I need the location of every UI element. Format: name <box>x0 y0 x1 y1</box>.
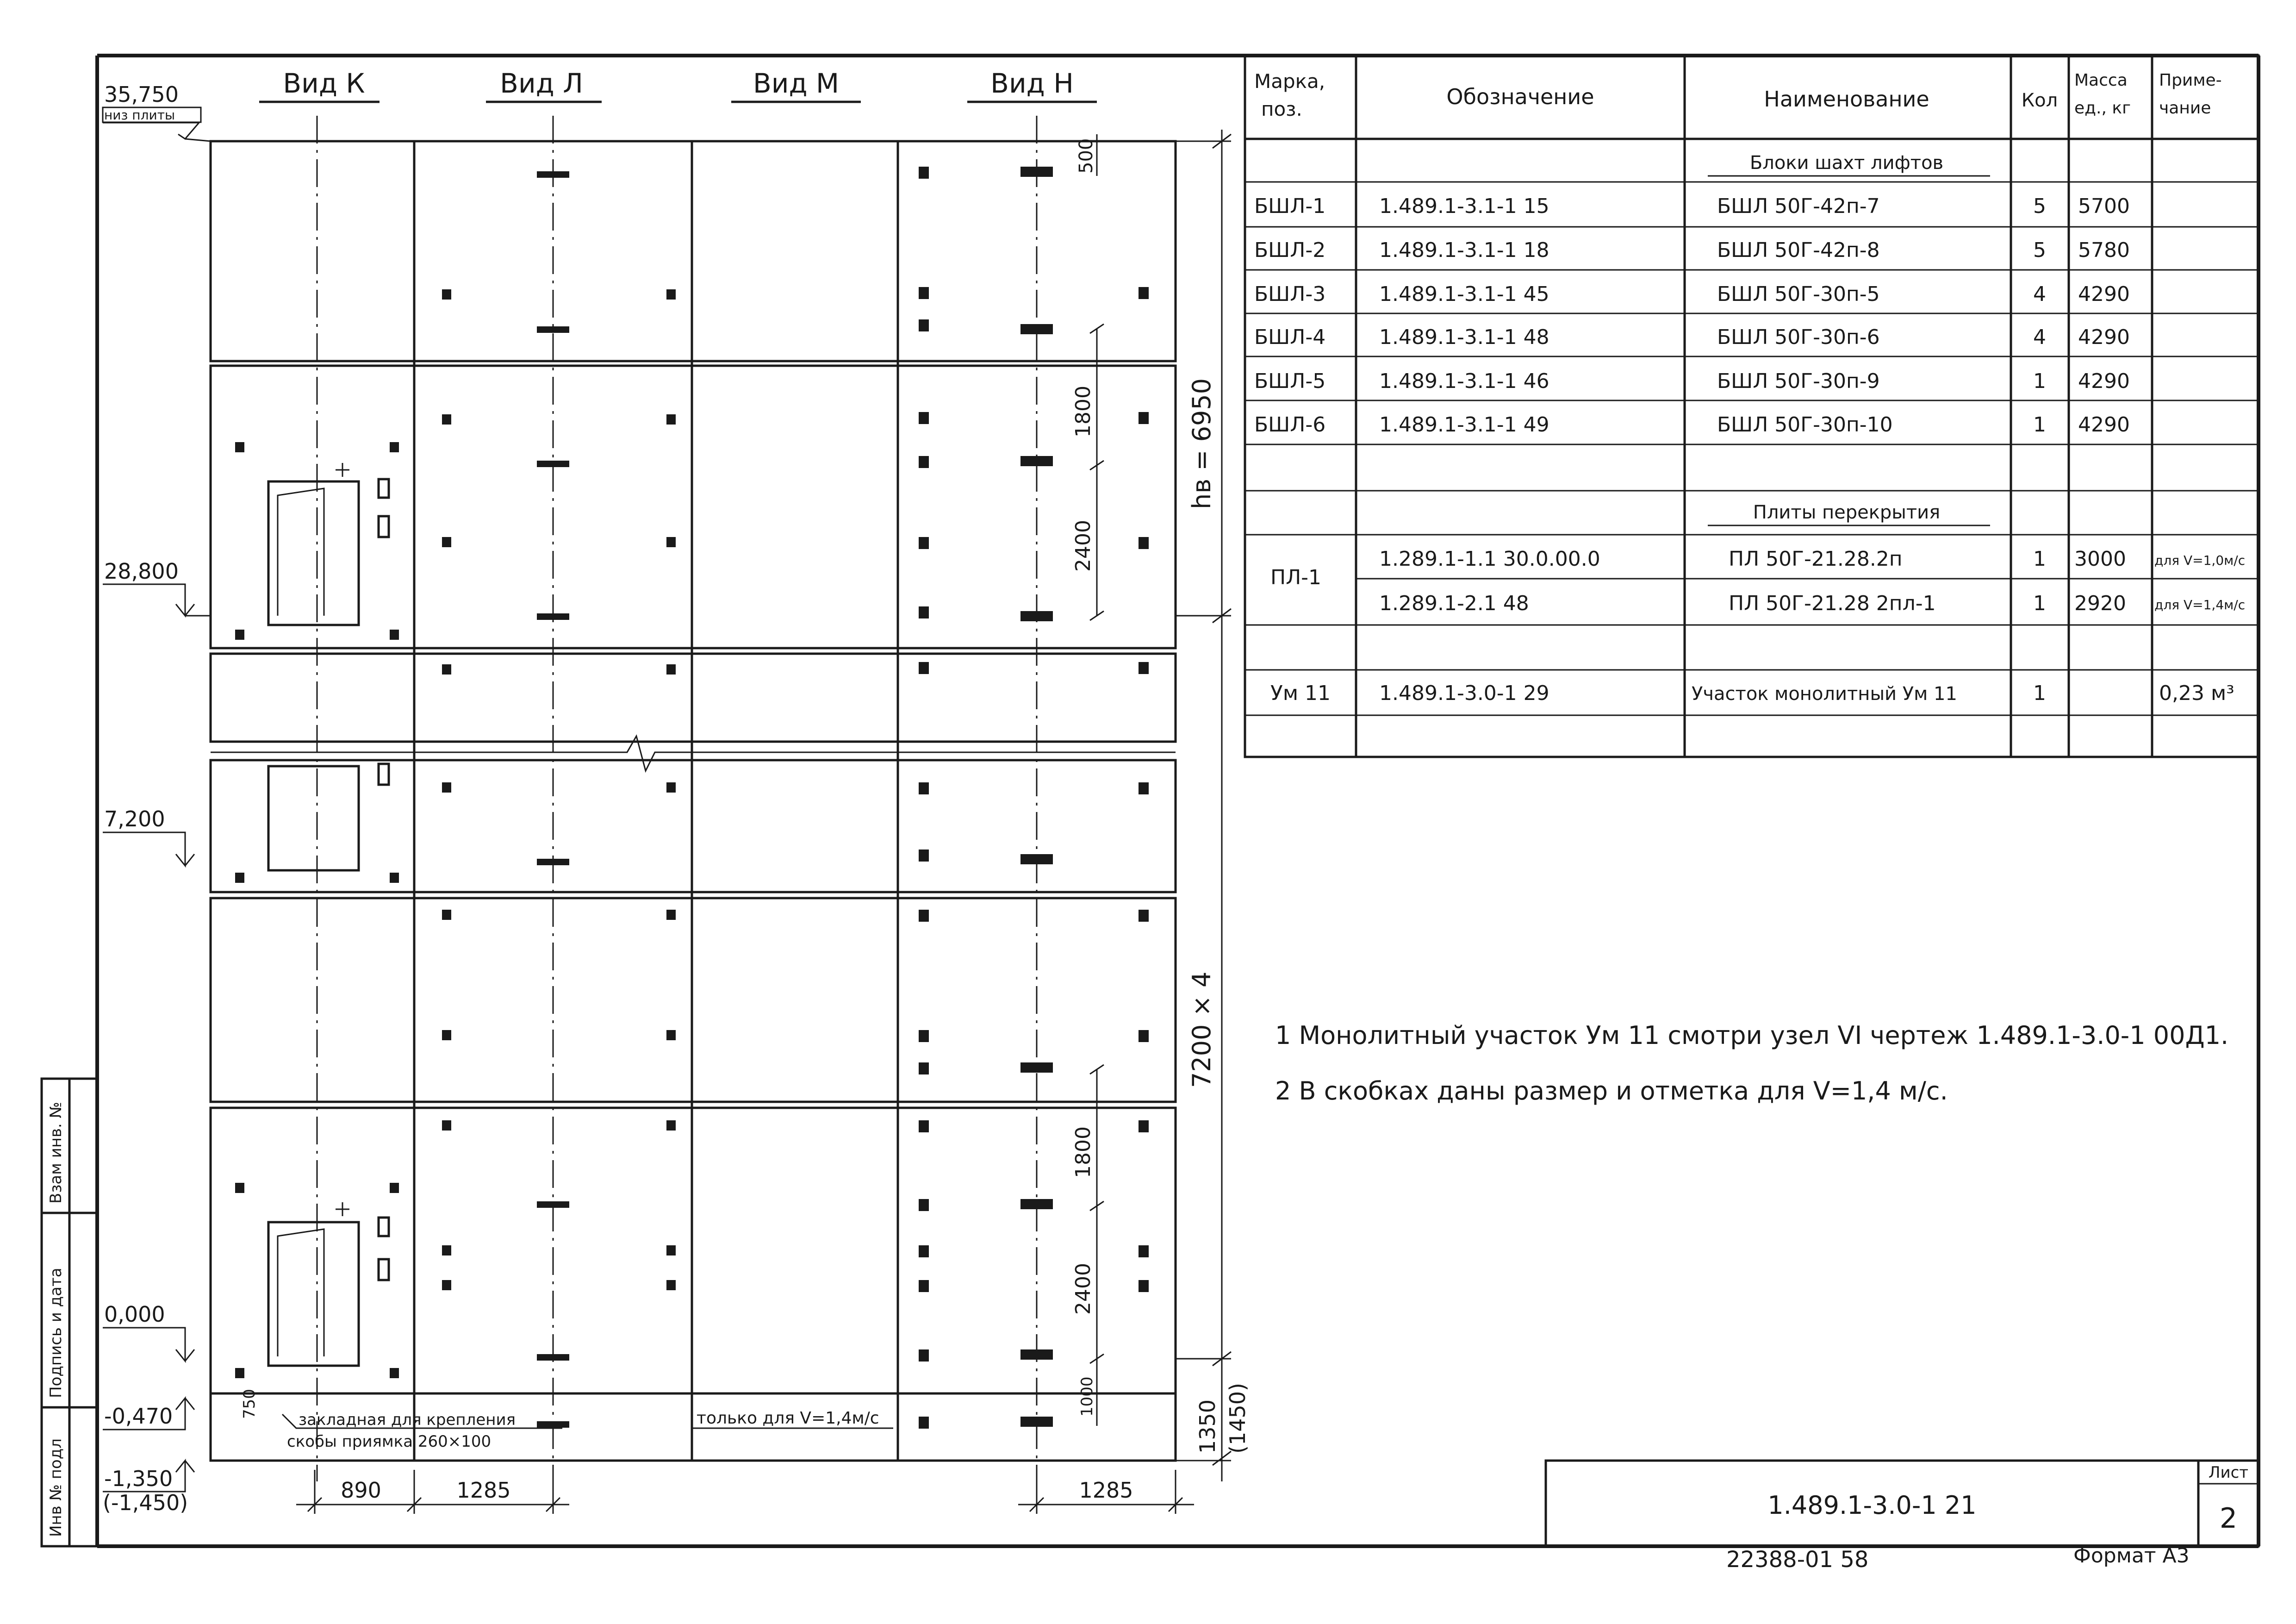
view-k-label: Вид К <box>283 68 365 99</box>
level-0000: 0,000 <box>104 1302 165 1327</box>
dim-hb-6950: hв = 6950 <box>1187 378 1216 509</box>
cell-designation: 1.489.1-3.1-1 45 <box>1379 282 1549 306</box>
cell-mark: БШЛ-3 <box>1254 282 1326 306</box>
hdr-mark: Марка, поз. <box>1254 70 1325 120</box>
only-v14-note: только для V=1,4м/с <box>697 1409 879 1428</box>
cell-designation: 1.489.1-3.1-1 18 <box>1379 238 1549 262</box>
cell-designation: 1.489.1-3.0-1 29 <box>1379 681 1549 705</box>
cell-designation: 1.289.1-1.1 30.0.00.0 <box>1379 547 1600 571</box>
dim-1350: 1350 <box>1195 1399 1220 1454</box>
cell-name: БШЛ 50Г-42п-8 <box>1717 238 1880 262</box>
pit-annotations <box>282 1409 893 1451</box>
dimensions <box>240 130 1250 1514</box>
cell-designation: 1.289.1-2.1 48 <box>1379 592 1529 615</box>
spec-table <box>1245 56 2259 757</box>
cell-name: БШЛ 50Г-30п-6 <box>1717 325 1880 349</box>
cell-mark: БШЛ-1 <box>1254 194 1326 218</box>
inventory-number: 22388-01 58 <box>1726 1547 1869 1573</box>
notes <box>1275 1021 2228 1106</box>
cell-mark: Ум 11 <box>1270 681 1331 705</box>
cell-note: 0,23 м³ <box>2159 681 2234 705</box>
level-minus-0470: -0,470 <box>104 1404 173 1429</box>
cell-qty: 1 <box>2033 592 2046 615</box>
dim-890: 890 <box>341 1478 381 1503</box>
cell-qty: 5 <box>2033 194 2046 218</box>
dim-1450: (1450) <box>1225 1383 1250 1454</box>
cell-mass: 3000 <box>2074 547 2126 571</box>
hdr-mass: Масса ед., кг <box>2074 71 2131 118</box>
cell-note: для V=1,4м/с <box>2154 597 2246 612</box>
dim-2400-upper: 2400 <box>1071 520 1095 572</box>
cell-designation: 1.489.1-3.1-1 49 <box>1379 413 1549 437</box>
dim-7200x4: 7200 × 4 <box>1187 971 1216 1088</box>
embed-note-1: закладная для крепления <box>299 1411 516 1429</box>
table-row <box>1379 592 2245 615</box>
level-35750: 35,750 <box>104 82 179 107</box>
cell-name: БШЛ 50Г-30п-10 <box>1717 413 1893 437</box>
dim-750: 750 <box>240 1389 259 1419</box>
cell-qty: 4 <box>2033 282 2046 306</box>
cell-mass: 4290 <box>2078 413 2130 437</box>
hdr-qty: Кол <box>2021 90 2058 111</box>
cell-mass: 5780 <box>2078 238 2130 262</box>
table-row <box>1254 238 2130 262</box>
cell-qty: 4 <box>2033 325 2046 349</box>
drawing-code: 1.489.1-3.0-1 21 <box>1767 1491 1977 1520</box>
cell-qty: 1 <box>2033 681 2046 705</box>
table-row <box>1254 325 2130 349</box>
cell-qty: 5 <box>2033 238 2046 262</box>
cell-name: ПЛ 50Г-21.28.2п <box>1729 547 1903 571</box>
cell-mark: БШЛ-4 <box>1254 325 1326 349</box>
dim-1285-left: 1285 <box>456 1478 511 1503</box>
view-m-label: Вид М <box>753 68 840 99</box>
cell-mark: БШЛ-6 <box>1254 413 1326 437</box>
title-block <box>1546 1461 2259 1546</box>
dim-2400-lower: 2400 <box>1071 1263 1095 1315</box>
hdr-designation: Обозначение <box>1446 84 1594 109</box>
dim-500: 500 <box>1076 138 1097 174</box>
cell-mass: 4290 <box>2078 325 2130 349</box>
view-n-label: Вид Н <box>990 68 1074 99</box>
shaft-blocks <box>211 116 1176 1481</box>
stamp-sign-date: Подпись и дата <box>47 1268 65 1398</box>
dim-1800-upper: 1800 <box>1071 386 1095 437</box>
format-label: Формат А3 <box>2073 1544 2190 1568</box>
cell-mass: 4290 <box>2078 369 2130 393</box>
section-slabs: Плиты перекрытия <box>1753 502 1941 523</box>
dim-1000: 1000 <box>1078 1376 1096 1417</box>
cell-designation: 1.489.1-3.1-1 46 <box>1379 369 1549 393</box>
cell-qty: 1 <box>2033 547 2046 571</box>
note-2: 2 В скобках даны размер и отметка для V=1,4 м/с. <box>1275 1076 1948 1106</box>
cell-mass: 2920 <box>2074 592 2126 615</box>
level-7200: 7,200 <box>104 806 165 831</box>
sheet-label: Лист <box>2208 1463 2249 1482</box>
level-top-note: низ плиты <box>104 107 175 123</box>
stamp-vzam: Взам инв. № <box>47 1101 65 1204</box>
embed-note-2: скобы приямка 260×100 <box>287 1432 492 1451</box>
sheet-frame <box>97 56 2259 1546</box>
sheet-number: 2 <box>2219 1502 2238 1535</box>
level-marks <box>103 82 211 1515</box>
door-openings <box>268 463 389 1366</box>
section-blocks: Блоки шахт лифтов <box>1749 152 1944 174</box>
cell-mark: БШЛ-2 <box>1254 238 1326 262</box>
cell-mark-pl1: ПЛ-1 <box>1270 566 1322 589</box>
cell-qty: 1 <box>2033 413 2046 437</box>
cell-name: БШЛ 50Г-30п-5 <box>1717 282 1880 306</box>
bottom-labels <box>1726 1544 2190 1573</box>
table-row <box>1270 681 2234 705</box>
table-row <box>1254 282 2130 306</box>
cell-qty: 1 <box>2033 369 2046 393</box>
table-row <box>1254 369 2130 393</box>
level-28800: 28,800 <box>104 559 179 584</box>
cell-designation: 1.489.1-3.1-1 48 <box>1379 325 1549 349</box>
cell-designation: 1.489.1-3.1-1 15 <box>1379 194 1549 218</box>
table-row <box>1254 413 2130 437</box>
cell-name: БШЛ 50Г-30п-9 <box>1717 369 1880 393</box>
view-headers <box>259 68 1097 102</box>
level-minus-1350: -1,350 <box>104 1466 173 1491</box>
table-row <box>1254 194 2130 218</box>
cell-name: ПЛ 50Г-21.28 2пл-1 <box>1729 592 1936 615</box>
cell-name: БШЛ 50Г-42п-7 <box>1717 194 1880 218</box>
cell-mass: 5700 <box>2078 194 2130 218</box>
level-minus-1450: (-1,450) <box>103 1490 188 1515</box>
cell-name: Участок монолитный Ум 11 <box>1692 683 1957 705</box>
cell-mark: БШЛ-5 <box>1254 369 1326 393</box>
hdr-name: Наименование <box>1764 87 1929 112</box>
hdr-note: Приме- чание <box>2159 71 2222 118</box>
dim-1800-lower: 1800 <box>1071 1126 1095 1178</box>
cell-note: для V=1,0м/с <box>2154 553 2246 568</box>
stamp-inv-podl: Инв № подл <box>47 1438 65 1537</box>
view-l-label: Вид Л <box>500 68 583 99</box>
cell-mass: 4290 <box>2078 282 2130 306</box>
side-stamp <box>42 1079 97 1546</box>
dim-1285-right: 1285 <box>1079 1478 1133 1503</box>
note-1: 1 Монолитный участок Ум 11 смотри узел VI чертеж 1.489.1-3.0-1 00Д1. <box>1275 1021 2229 1050</box>
table-row <box>1379 547 2245 571</box>
